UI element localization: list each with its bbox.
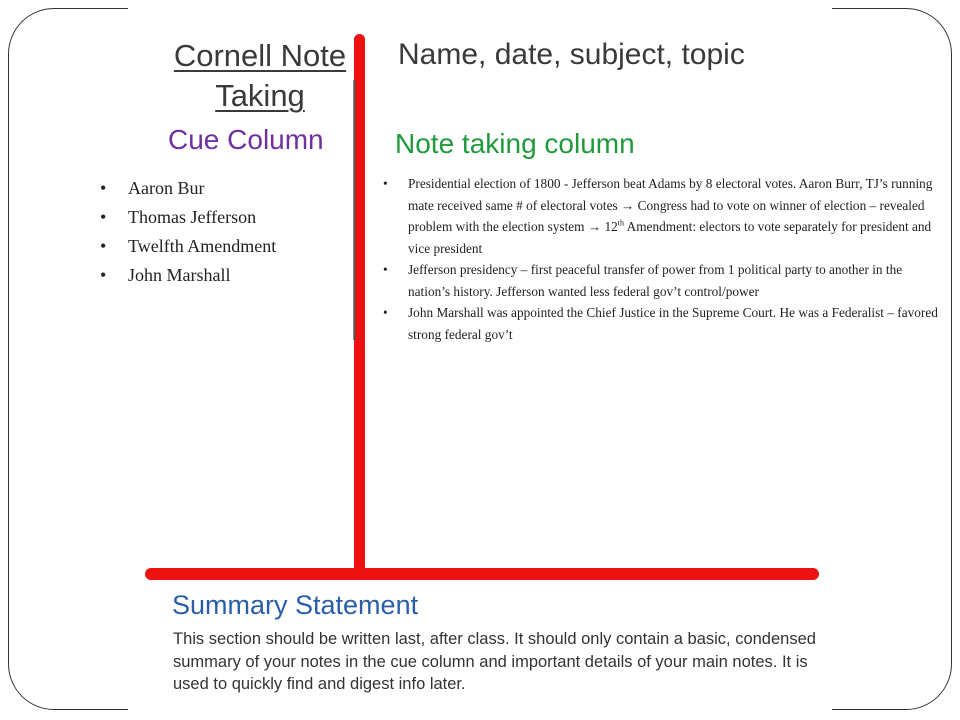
slide-frame — [8, 8, 952, 710]
note-item: • Jefferson presidency – first peaceful transfer of power from 1 political party to another in the nation’s history. Jefferson wanted less federal gov’t control/power — [383, 259, 945, 302]
cue-item: • Twelfth Amendment — [100, 233, 276, 262]
summary-text: This section should be written last, after class. It should only contain a basic, condensed summary of your notes in the cue column and important details of your main notes. It is used to quickly find and digest info later. — [173, 630, 816, 693]
note-item — [383, 173, 945, 259]
page-title — [160, 36, 360, 116]
title-line-2: Taking — [215, 78, 305, 113]
frame-gap-top — [128, 5, 832, 11]
note-text: Congress had to vote on winner of election – revealed problem with the election system — [408, 197, 925, 234]
horizontal-divider — [145, 568, 819, 580]
cue-item: • John Marshall — [100, 262, 276, 291]
arrow-icon: → — [621, 197, 635, 213]
note-item: • John Marshall was appointed the Chief Justice in the Supreme Court. He was a Federalist – favored strong federal gov’t — [383, 302, 945, 345]
vertical-divider-shadow — [353, 80, 356, 340]
summary-heading: Summary Statement — [172, 590, 419, 620]
notes-column-heading: Note taking column — [395, 128, 635, 159]
note-text: 12 — [601, 219, 618, 234]
cue-column-heading: Cue Column — [168, 124, 324, 155]
cue-item: • Thomas Jefferson — [100, 204, 276, 233]
notes-list — [383, 173, 945, 345]
note-text: Amendment: electors to vote separately for president and vice president — [408, 219, 932, 256]
arrow-icon: → — [587, 219, 602, 234]
title-line-1: Cornell Note — [173, 38, 347, 73]
note-text: Presidential election of 1800 - Jefferson beat Adams by 8 electoral votes. Aaron Burr, TJ’s running mate received same # of electoral votes — [408, 176, 933, 213]
frame-gap-bottom — [128, 707, 832, 713]
ordinal-superscript: th — [617, 218, 624, 228]
cue-list — [100, 175, 276, 291]
header-info: Name, date, subject, topic — [398, 38, 745, 71]
cue-item: • Aaron Bur — [100, 175, 276, 204]
